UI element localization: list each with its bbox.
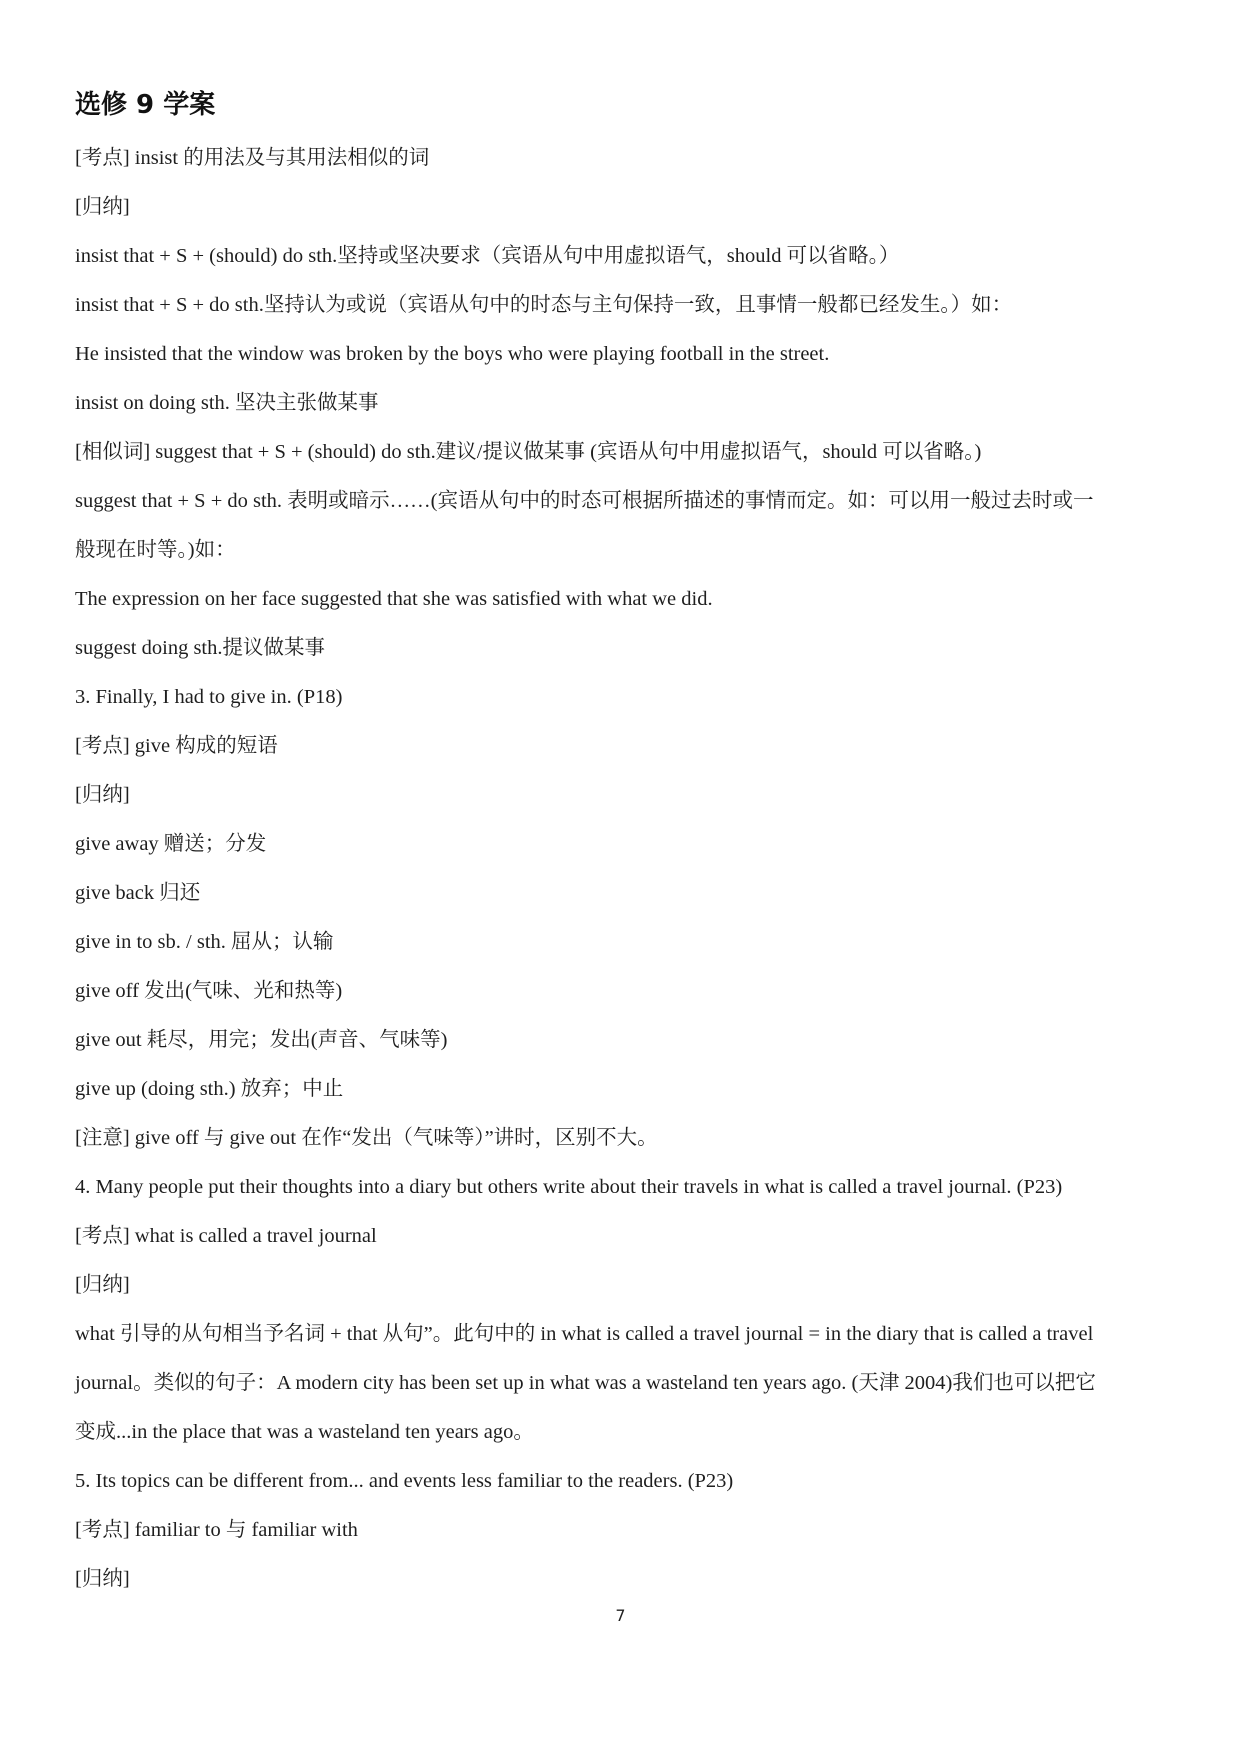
text-line: give back 归还: [75, 882, 201, 904]
text-line: [归纳]: [75, 1274, 130, 1296]
text-line: [相似词] suggest that + S + (should) do sth.建议/提议做某事 (宾语从句中用虚拟语气，should 可以省略。): [75, 441, 982, 463]
text-line: 5. Its topics can be different from... and events less familiar to the readers. (P23): [75, 1470, 734, 1492]
text-line: give up (doing sth.) 放弃；中止: [75, 1078, 344, 1100]
text-line: [归纳]: [75, 1568, 130, 1590]
text-line: what 引导的从句相当予名词 + that 从句”。此句中的 in what is called a travel journal = in the diary that is called a travel: [75, 1323, 1094, 1345]
text-line: [考点] what is called a travel journal: [75, 1225, 377, 1247]
text-line: The expression on her face suggested that she was satisfied with what we did.: [75, 588, 713, 610]
text-line: 变成...in the place that was a wasteland ten years ago。: [75, 1421, 534, 1443]
document-body: [75, 134, 1175, 1604]
text-line: journal。类似的句子：A modern city has been set up in what was a wasteland ten years ago. (天津 2004)我们也可以把它: [75, 1372, 1096, 1394]
text-line: [考点] give 构成的短语: [75, 735, 278, 757]
text-line: [归纳]: [75, 196, 130, 218]
text-line: give off 发出(气味、光和热等): [75, 980, 343, 1002]
text-line: give in to sb. / sth. 屈从；认输: [75, 931, 334, 953]
text-line: 3. Finally, I had to give in. (P18): [75, 686, 343, 708]
text-line: [归纳]: [75, 784, 130, 806]
text-line: He insisted that the window was broken by the boys who were playing football in the street.: [75, 343, 830, 365]
text-line: 般现在时等。)如：: [75, 539, 236, 561]
text-line: 4. Many people put their thoughts into a diary but others write about their travels in what is called a travel journal. (P23): [75, 1176, 1063, 1198]
text-line: [考点] insist 的用法及与其用法相似的词: [75, 147, 430, 169]
text-line: insist that + S + (should) do sth.坚持或坚决要求（宾语从句中用虚拟语气，should 可以省略。）: [75, 245, 900, 267]
page-number: 7: [615, 1606, 626, 1625]
text-line: give away 赠送；分发: [75, 833, 267, 855]
text-line: insist on doing sth. 坚决主张做某事: [75, 392, 379, 414]
text-line: [考点] familiar to 与 familiar with: [75, 1519, 358, 1541]
text-line: give out 耗尽，用完；发出(声音、气味等): [75, 1029, 448, 1051]
text-line: insist that + S + do sth.坚持认为或说（宾语从句中的时态与主句保持一致，且事情一般都已经发生。）如：: [75, 294, 1013, 316]
document-title: 选修 9 学案: [75, 90, 216, 120]
text-line: suggest doing sth.提议做某事: [75, 637, 325, 659]
text-line: [注意] give off 与 give out 在作“发出（气味等）”讲时，区别不大。: [75, 1127, 658, 1149]
text-line: suggest that + S + do sth. 表明或暗示……(宾语从句中的时态可根据所描述的事情而定。如：可以用一般过去时或一: [75, 490, 1094, 512]
